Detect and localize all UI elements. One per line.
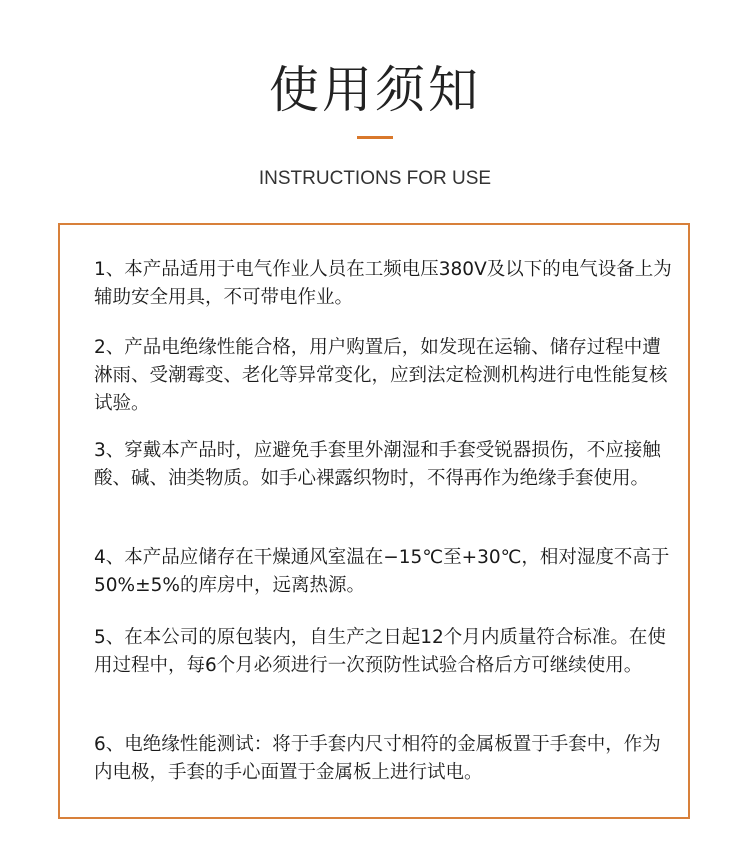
instruction-item-2: 2、产品电绝缘性能合格，用户购置后，如发现在运输、储存过程中遭淋雨、受潮霉变、老化等异常变化，应到法定检测机构进行电性能复核试验。 [94,337,668,414]
instruction-item-5: 5、在本公司的原包装内，自生产之日起12个月内质量符合标准。在使用过程中，每6个月必须进行一次预防性试验合格后方可继续使用。 [94,627,666,676]
page-subtitle: INSTRUCTIONS FOR USE [258,168,492,189]
title-accent-divider [357,136,393,139]
instruction-item-6: 6、电绝缘性能测试：将于手套内尺寸相符的金属板置于手套中，作为内电极，手套的手心面置于金属板上进行试电。 [94,734,661,783]
instruction-item-1: 1、本产品适用于电气作业人员在工频电压380V及以下的电气设备上为辅助安全用具，不可带电作业。 [94,259,672,308]
instructions-panel [58,223,690,819]
page-title: 使用须知 [269,61,481,119]
instruction-item-4: 4、本产品应储存在干燥通风室温在−15℃至+30℃，相对湿度不高于50%±5%的库房中，远离热源。 [94,547,670,596]
instruction-item-3: 3、穿戴本产品时，应避免手套里外潮湿和手套受锐器损伤，不应接触酸、碱、油类物质。如手心裸露织物时，不得再作为绝缘手套使用。 [94,440,661,489]
